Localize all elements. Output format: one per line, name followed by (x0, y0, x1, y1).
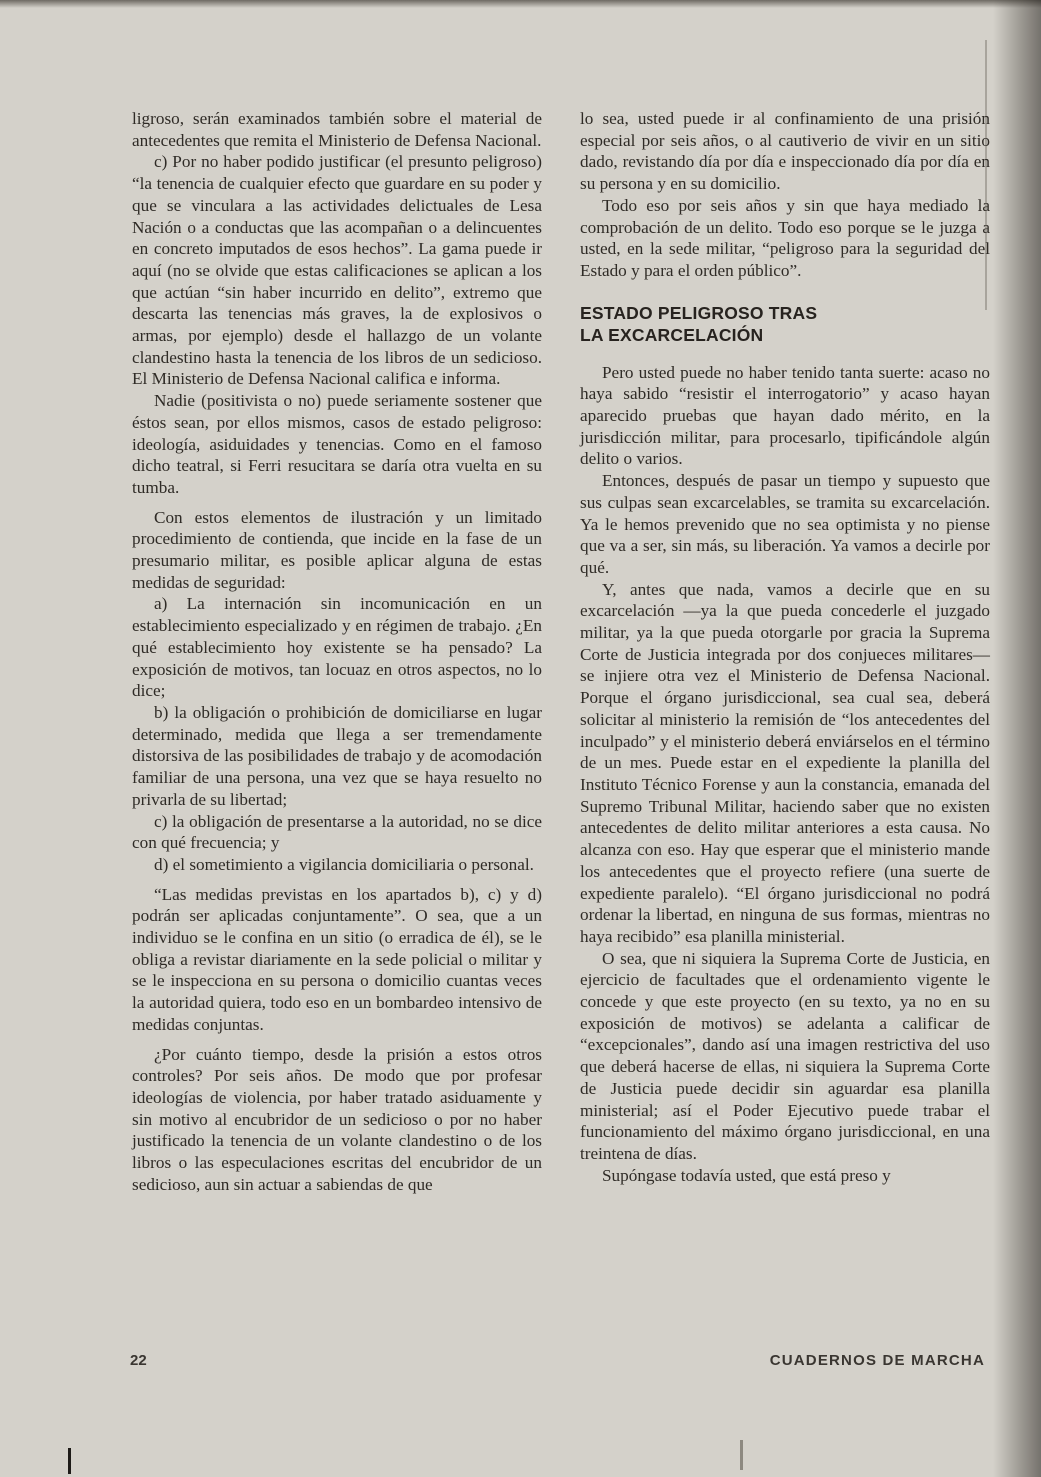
paragraph: Nadie (positivista o no) puede seriamente sostener que éstos sean, por ellos mismos, casos de estado peligroso: ideología, asiduidades y tenencias. Como en el famoso dicho teatral, si Ferri resucitara se daría otra vuelta en su tumba. (132, 391, 542, 497)
left-column (132, 108, 542, 1195)
paragraph: ¿Por cuánto tiempo, desde la prisión a estos otros controles? Por seis años. De modo que por profesar ideologías de violencia, por haber tratado asiduamente y sin motivo al encubridor de un sedicioso o por no haber justificado la tenencia de un volante clandestino o de los libros o las especulaciones escritas del encubridor de un sedicioso, aun sin actuar a sabiendas de que (132, 1044, 542, 1194)
scan-mark (740, 1440, 743, 1470)
paragraph: lo sea, usted puede ir al confinamiento de una prisión especial por seis años, o al cautiverio de vivir en un sitio dado, revistando día por día e inspeccionado día por día en su persona y en su domicilio. (580, 109, 990, 194)
page-number: 22 (130, 1352, 147, 1369)
paragraph: c) la obligación de presentarse a la autoridad, no se dice con qué frecuencia; y (132, 811, 542, 853)
section-heading (580, 302, 990, 346)
paragraph: b) la obligación o prohibición de domiciliarse en lugar determinado, medida que llega a ser tremendamente distorsiva de las posibilidades de trabajo y de acomodación familiar de una persona, una vez que se haya resuelto no privarla de su libertad; (132, 702, 542, 809)
paragraph: a) La internación sin incomunicación en un establecimiento especializado y en régimen de trabajo. ¿En qué establecimiento hoy existente se ha pensado? La exposición de motivos, tan locuaz en otros aspectos, no lo dice; (132, 594, 542, 701)
section-heading-line: ESTADO PELIGROSO TRAS (580, 302, 818, 323)
publication-title: CUADERNOS DE MARCHA (769, 1352, 985, 1369)
paragraph: Todo eso por seis años y sin que haya mediado la comprobación de un delito. Todo eso porque se le juzga a usted, en la sede militar, “peligroso para la seguridad del Estado y para el orden público”. (580, 195, 990, 280)
paragraph: Y, antes que nada, vamos a decirle que en su excarcelación —ya la que pueda concederle el juzgado militar, ya la que pueda otorgarle por gracia la Suprema Corte de Justicia integrada por dos conjueces militares— se injiere otra vez el Ministerio de Defensa Nacional. Porque el órgano jurisdiccional, sea cual sea, deberá solicitar al ministerio la remisión de “los antecedentes del inculpado” y el ministerio deberá enviárselos en el término de un mes. Puede estar en el expediente la planilla del Instituto Técnico Forense y aun la constancia, emanada del Supremo Tribunal Militar, haciendo saber que no existen antecedentes de delito militar anteriores a esta causa. No alcanza con eso. Hay que esperar que el ministerio mande los antecedentes que el proyecto refiere (una suerte de expediente paralelo). “El órgano jurisdiccional no podrá ordenar la libertad, en ninguna de sus formas, mientras no haya recibido” esa planilla ministerial. (580, 579, 990, 946)
paragraph: d) el sometimiento a vigilancia domiciliaria o personal. (154, 854, 534, 874)
paragraph: Supóngase todavía usted, que está preso y (602, 1165, 891, 1185)
scan-mark (68, 1448, 71, 1474)
paragraph: O sea, que ni siquiera la Suprema Corte de Justicia, en ejercicio de facultades que el ordenamiento vigente le concede y que este proyecto (en su texto, ya no en su exposición de motivos) se adelanta a calificar de “excepcionales”, dando así una imagen restrictiva del uso que deberá hacerse de ellas, ni siquiera la Suprema Corte de Justicia puede decidir sin aguardar esa planilla ministerial; así el Poder Ejecutivo puede trabar el funcionamiento del máximo órgano jurisdiccional, en una treintena de días. (580, 948, 990, 1163)
paragraph: Pero usted puede no haber tenido tanta suerte: acaso no haya sabido “resistir el interrogatorio” y acaso hayan aparecido pruebas que hayan dado mérito, en la jurisdicción militar, para procesarlo, tipificándole algún delito o varios. (580, 362, 990, 469)
paragraph: Entonces, después de pasar un tiempo y supuesto que sus culpas sean excarcelables, se tramita su excarcelación. Ya le hemos prevenido que no sea optimista y no piense que va a ser, sin más, su liberación. Ya vamos a decirle por qué. (580, 471, 990, 577)
right-column (580, 108, 990, 1186)
section-heading-line: LA EXCARCELACIÓN (580, 324, 764, 345)
paragraph: Con estos elementos de ilustración y un limitado procedimiento de contienda, que incide en la fase de un presumario militar, es posible aplicar alguna de estas medidas de seguridad: (132, 507, 542, 592)
scan-binding-shadow (993, 0, 1041, 1477)
paragraph: “Las medidas previstas en los apartados b), c) y d) podrán ser aplicadas conjuntamente”. O sea, que a un individuo se le confina en un sitio (o erradica de él), se le obliga a revistar diariamente en la sede policial o militar y se le inspecciona en su persona o domicilio cuantas veces la autoridad quiera, todo eso en un bombardeo intensivo de medidas conjuntas. (132, 884, 542, 1034)
paragraph: c) Por no haber podido justificar (el presunto peligroso) “la tenencia de cualquier efecto que guardare en su poder y que se vinculara a las actividades delictuales de Lesa Nación o a conductas que las acompañan o a delincuentes en concreto imputados de esos hechos”. La gama puede ir aquí (no se olvide que estas calificaciones se aplican a los que actúan “sin haber incurrido en delito”, extremo que descarta las tenencias más graves, la de explosivos o armas, por ejemplo) desde el hallazgo de un volante clandestino hasta la tenencia de los libros de un sedicioso. El Ministerio de Defensa Nacional califica e informa. (132, 152, 542, 389)
scan-top-edge (0, 0, 1041, 8)
paragraph: ligroso, serán examinados también sobre el material de antecedentes que remita el Ministerio de Defensa Nacional. (132, 109, 542, 150)
